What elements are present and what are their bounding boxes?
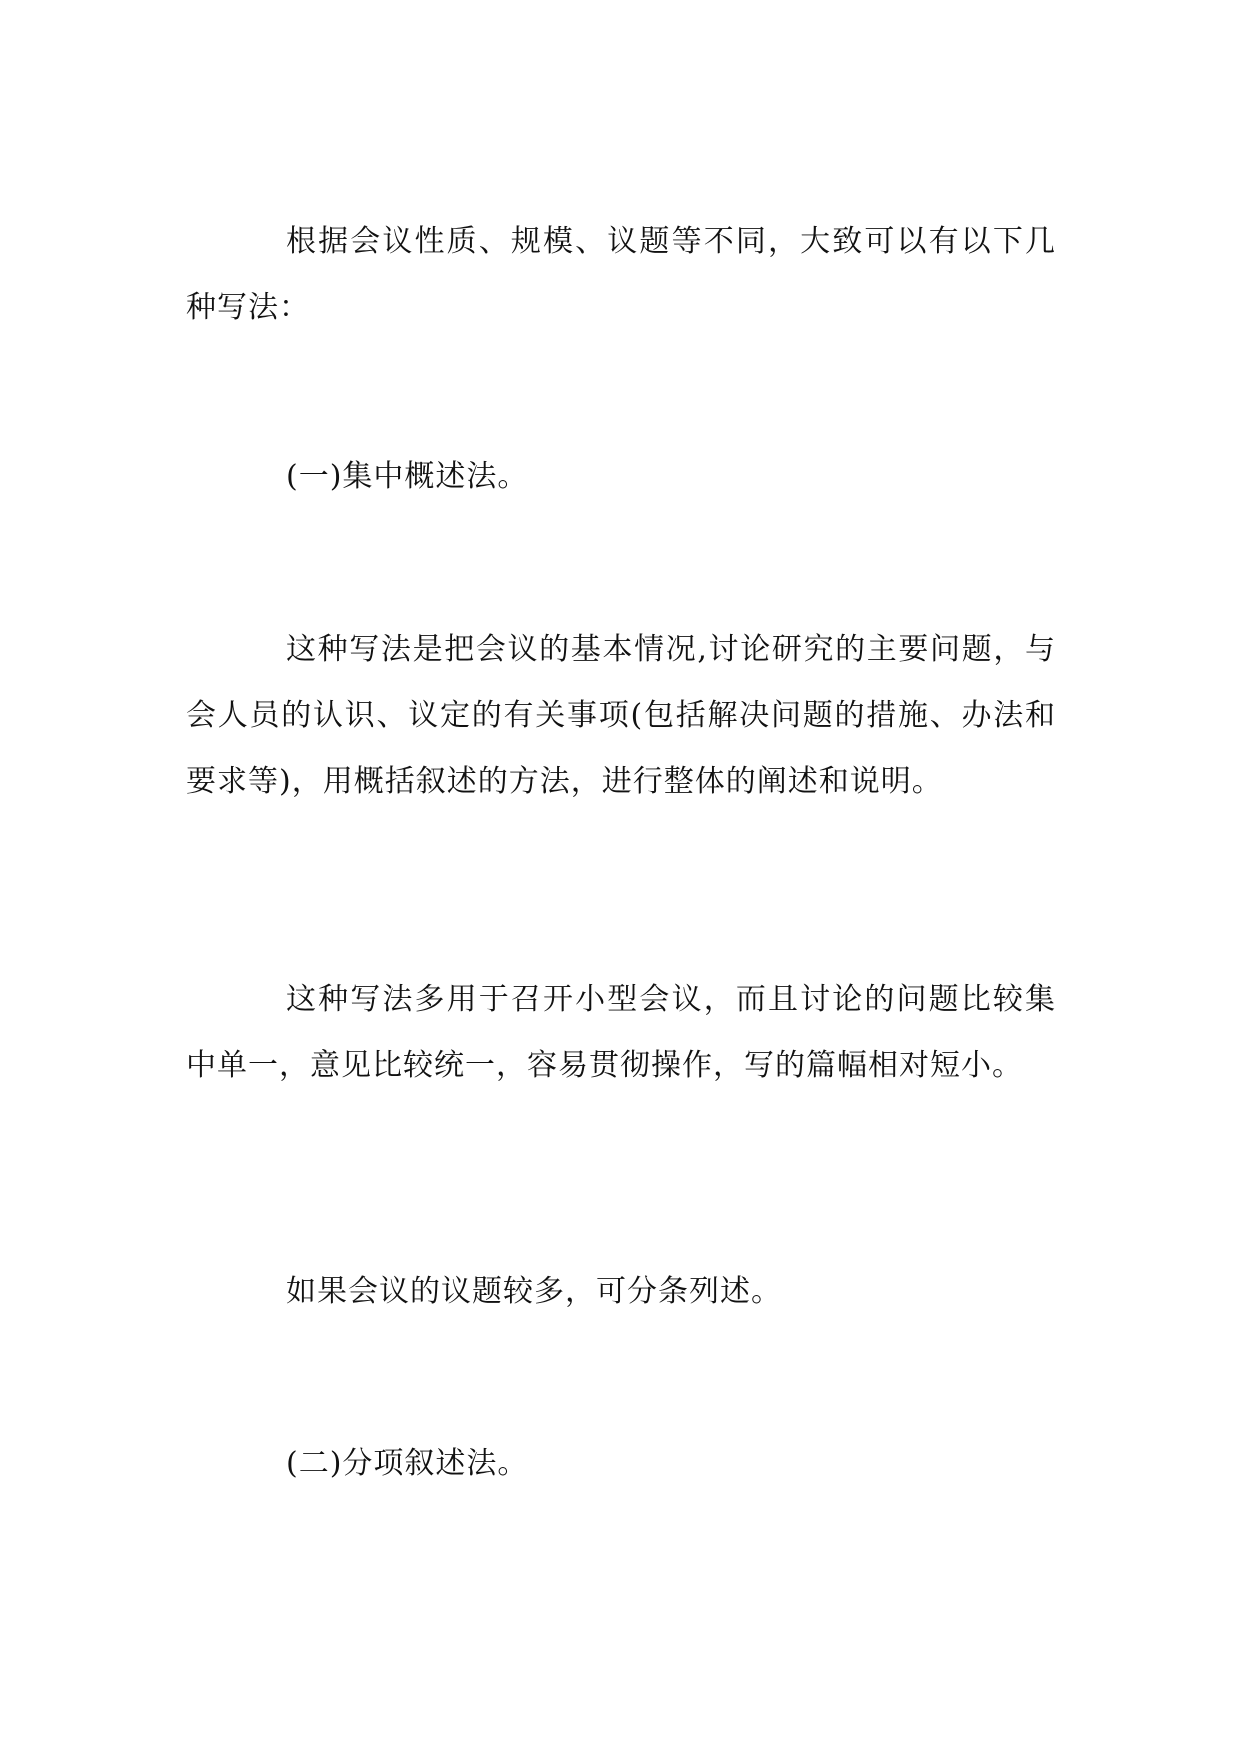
paragraph-method-1-description: 这种写法是把会议的基本情况,讨论研究的主要问题，与会人员的认识、议定的有关事项(包括解决问题的措施、办法和要求等)，用概括叙述的方法，进行整体的阐述和说明。 [186,632,1056,799]
heading-method-1: (一)集中概述法。 [286,459,529,494]
paragraph-intro: 根据会议性质、规模、议题等不同，大致可以有以下几种写法： [186,224,1056,325]
heading-method-2: (二)分项叙述法。 [286,1446,529,1481]
paragraph-multiple-topics: 如果会议的议题较多，可分条列述。 [286,1274,782,1309]
paragraph-method-1-usage: 这种写法多用于召开小型会议，而且讨论的问题比较集中单一，意见比较统一，容易贯彻操作，写的篇幅相对短小。 [186,982,1056,1083]
